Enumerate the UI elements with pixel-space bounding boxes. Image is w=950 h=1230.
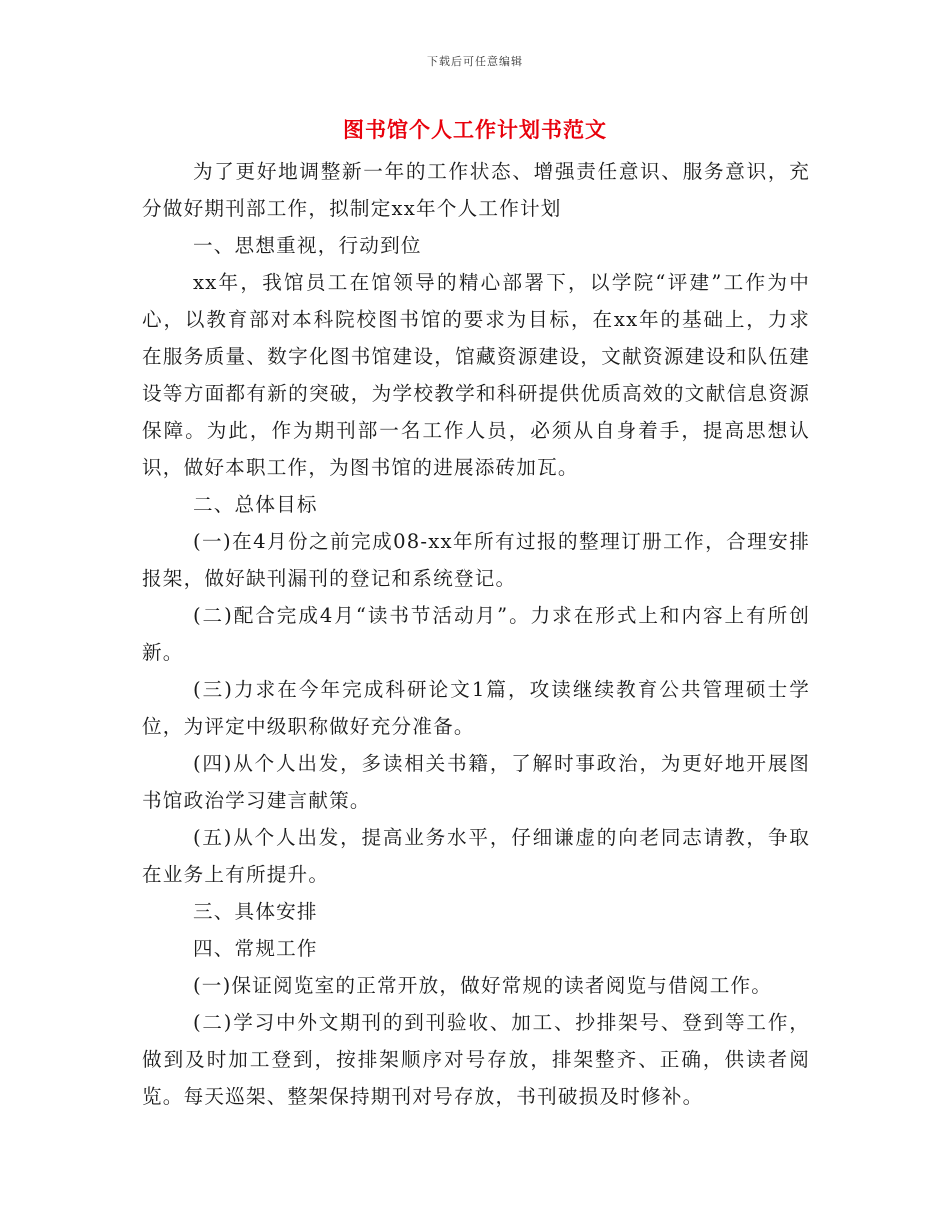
document-body xyxy=(142,153,810,1115)
section-heading-2: 二、总体目标 xyxy=(192,493,318,516)
routine-item-2: (二)学习中外文期刊的到刊验收、加工、抄排架号、登到等工作，做到及时加工登到，按排架顺序对号存放，排架整齐、正确，供读者阅览。每天巡架、整架保持期刊对号存放，书刊破损及时修补。 xyxy=(142,1011,810,1108)
paragraph-section-1: xx年，我馆员工在馆领导的精心部署下，以学院“评建”工作为中心，以教育部对本科院校图书馆的要求为目标，在xx年的基础上，力求在服务质量、数字化图书馆建设，馆藏资源建设，文献资源建设和队伍建设等方面都有新的突破，为学校教学和科研提供优质高效的文献信息资源保障。为此，作为期刊部一名工作人员，必须从自身着手，提高思想认识，做好本职工作，为图书馆的进展添砖加瓦。 xyxy=(142,271,810,479)
goal-item-3: (三)力求在今年完成科研论文1篇，攻读继续教育公共管理硕士学位，为评定中级职称做好充分准备。 xyxy=(142,678,810,738)
goal-item-4: (四)从个人出发，多读相关书籍，了解时事政治，为更好地开展图书馆政治学习建言献策。 xyxy=(142,752,810,812)
goal-item-1: (一)在4月份之前完成08-xx年所有过报的整理订册工作，合理安排报架，做好缺刊漏刊的登记和系统登记。 xyxy=(142,530,810,590)
section-heading-4: 四、常规工作 xyxy=(192,937,318,960)
section-heading-1: 一、思想重视，行动到位 xyxy=(192,234,422,257)
paragraph-intro: 为了更好地调整新一年的工作状态、增强责任意识、服务意识，充分做好期刊部工作，拟制定xx年个人工作计划 xyxy=(142,160,810,220)
goal-item-2: (二)配合完成4月“读书节活动月”。力求在形式上和内容上有所创新。 xyxy=(142,604,810,664)
header-note: 下载后可任意编辑 xyxy=(427,55,523,68)
document-title: 图书馆个人工作计划书范文 xyxy=(343,117,607,142)
routine-item-1: (一)保证阅览室的正常开放，做好常规的读者阅览与借阅工作。 xyxy=(192,974,773,997)
goal-item-5: (五)从个人出发，提高业务水平，仔细谦虚的向老同志请教，争取在业务上有所提升。 xyxy=(142,826,810,886)
section-heading-3: 三、具体安排 xyxy=(192,900,318,923)
